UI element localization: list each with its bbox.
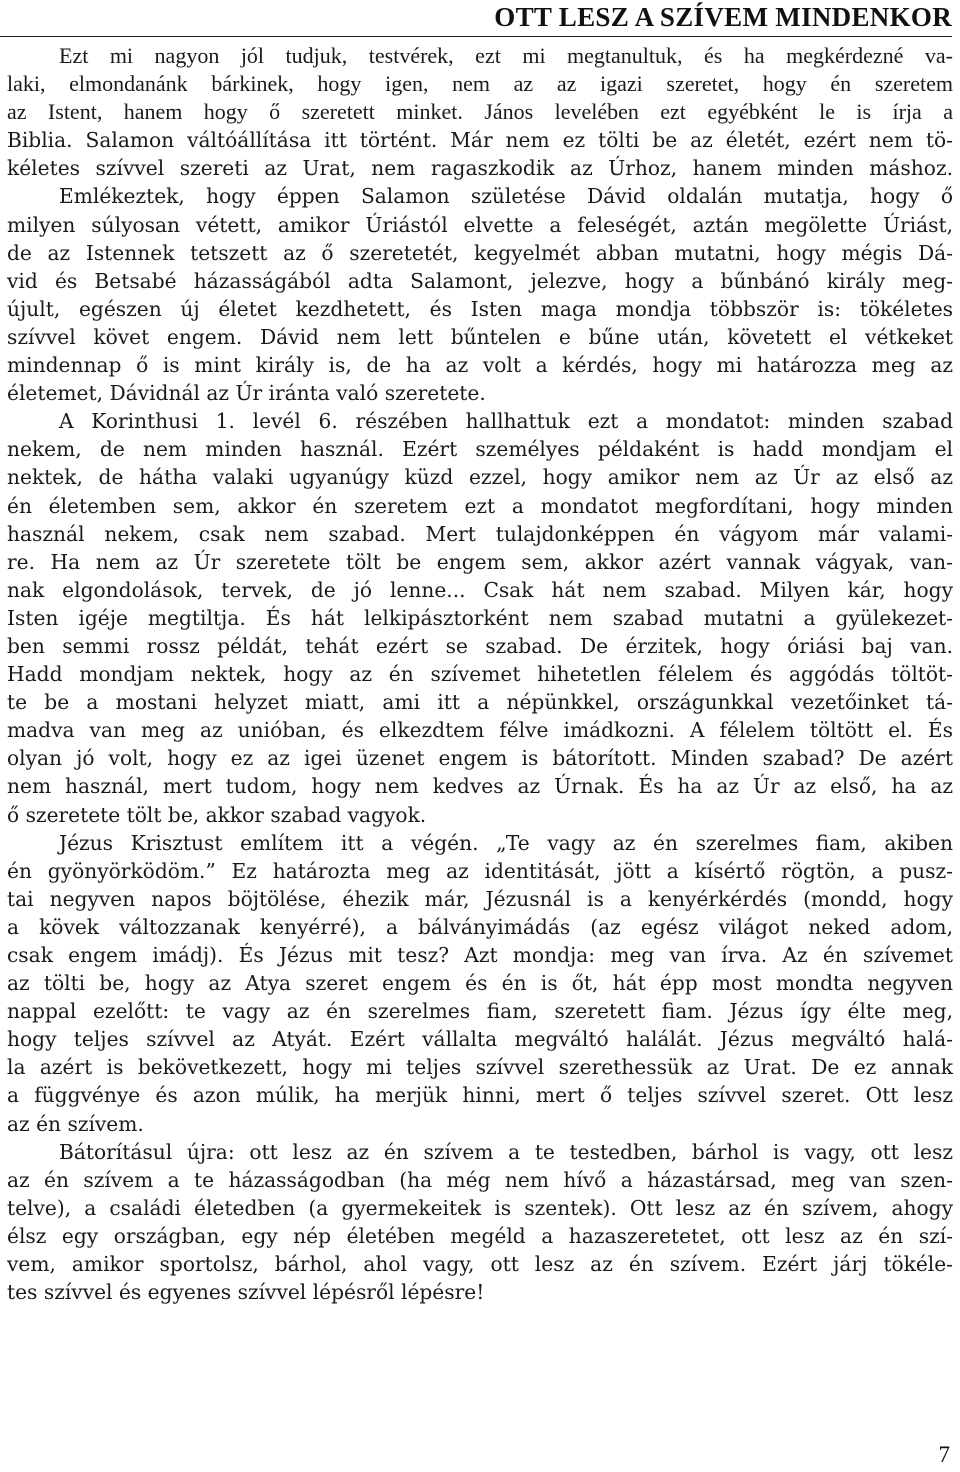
text-line: mindennap ő is mint király is, de ha az volt a kérdés, hogy mi határozza meg az [7, 353, 953, 378]
running-header-title: OTT LESZ A SZÍVEM MINDENKOR [494, 2, 952, 32]
text-line: re. Ha nem az Úr szeretete tölt be engem sem, akkor azért vannak vágyak, van- [7, 549, 953, 574]
text-line: használ nekem, csak nem szabad. Mert tulajdonképpen én vágyom már valami- [7, 521, 953, 546]
text-line: a kövek változzanak kenyérré), a bálványimádás (az egész világot neked adom, [7, 914, 953, 939]
text-line: nektek, de hátha valaki ugyanúgy küzd ezzel, hogy amikor nem az Úr az első az [7, 465, 953, 490]
text-line: én gyönyörködöm.” Ez határozta meg az identitását, jött a kísértő rögtön, a pusz- [7, 858, 953, 883]
header-divider [0, 36, 952, 37]
text-line: Jézus Krisztust említem itt a végén. „Te vagy az én szerelmes fiam, akiben [59, 830, 953, 855]
text-line: vem, amikor sportolsz, bárhol, ahol vagy, ott lesz az én szívem. Ezért járj tökéle- [7, 1252, 953, 1277]
text-line: Ezt mi nagyon jól tudjuk, testvérek, ezt mi megtanultuk, és ha megkérdezné va- [59, 43, 953, 68]
text-line: telve), a családi életedben (a gyermekeitek is szentek). Ott lesz az én szívem, ahogy [7, 1195, 953, 1220]
text-line: a függvénye és azon múlik, ha merjük hinni, mert ő teljes szívvel szeret. Ott lesz [7, 1083, 953, 1108]
text-line: hogy teljes szívvel az Atyát. Ezért vállalta megváltó halálát. Jézus megváltó halá- [7, 1027, 953, 1052]
text-line: szívvel követ engem. Dávid nem lett bűntelen e bűne után, követett el vétkeket [7, 324, 953, 349]
text-line: Isten igéje megtiltja. És hát lelkipásztorként nem szabad mutatni a gyülekezet- [7, 605, 953, 630]
text-line: olyan jó volt, hogy ez az igei üzenet engem is bátorított. Minden szabad? De azért [7, 746, 953, 771]
text-line: te be a mostani helyzet miatt, ami itt a népünkkel, országunkkal vezetőinket tá- [7, 690, 953, 715]
text-line: ő szeretete tölt be, akkor szabad vagyok. [7, 802, 427, 827]
body-text [7, 42, 953, 1306]
text-line: én életemben sem, akkor én szeretem ezt a mondatot megfordítani, hogy minden [7, 493, 953, 518]
text-line: Bátorításul újra: ott lesz az én szívem a te testedben, bárhol is vagy, ott lesz [59, 1139, 953, 1164]
text-line: nappal ezelőtt: te vagy az én szerelmes fiam, szeretett fiam. Jézus így élte meg, [7, 999, 953, 1024]
text-line: Biblia. Salamon váltóállítása itt történt. Már nem ez tölti be az életét, ezért nem tö- [7, 128, 953, 153]
text-line: vid és Betsabé házasságából adta Salamont, jelezve, hogy a bűnbánó király meg- [7, 268, 953, 293]
text-line: az én szívem a te házasságodban (ha még nem hívő a házastársad, meg van szen- [7, 1167, 953, 1192]
text-line: nekem, de nem minden használ. Ezért személyes példaként is hadd mondjam el [7, 437, 953, 462]
text-line: ben semmi rossz példát, tehát ezért se szabad. De érzitek, hogy óriási baj van. [7, 633, 953, 658]
text-line: la azért is bekövetkezett, hogy mi teljes szívvel szerethessük az Urat. De ez annak [7, 1055, 953, 1080]
text-line: életemet, Dávidnál az Úr iránta való szeretete. [7, 381, 486, 406]
text-line: kéletes szívvel szereti az Urat, nem ragaszkodik az Úrhoz, hanem minden máshoz. [7, 156, 953, 181]
text-line: madva van meg az unióban, és elkezdtem félve imádkozni. A félelem töltött el. És [7, 718, 953, 743]
text-line: laki, elmondanánk bárkinek, hogy igen, nem az az igazi szeretet, hogy én szeretem [7, 71, 953, 97]
text-line: az én szívem. [7, 1111, 144, 1136]
text-line: az Istent, hanem hogy ő szeretett minket. János levelében ezt egyébként le is írja a [7, 99, 953, 125]
text-line: Hadd mondjam nektek, hogy az én szívemet hihetetlen félelem és aggódás töltöt- [7, 662, 953, 687]
text-line: milyen súlyosan vétett, amikor Úriástól elvette a feleségét, aztán megölette Úriást, [7, 212, 953, 237]
text-line: A Korinthusi 1. levél 6. részében hallhattuk ezt a mondatot: minden szabad [59, 409, 953, 434]
text-line: nem használ, mert tudom, hogy nem kedves az Úrnak. És ha az Úr az első, ha az [7, 774, 953, 799]
text-line: de az Istennek tetszett az ő szeretetét, kegyelmét abban mutatni, hogy mégis Dá- [7, 240, 953, 265]
page-number: 7 [938, 1442, 950, 1467]
text-line: Emlékeztek, hogy éppen Salamon születése Dávid oldalán mutatja, hogy ő [59, 184, 953, 209]
text-line: az tölti be, hogy az Atya szeret engem és én is őt, hát épp most mondta negyven [7, 971, 953, 996]
text-line: újult, egészen új életet kezdhetett, és Isten maga mondja többször is: tökéletes [7, 296, 953, 321]
text-line: csak engem imádj). És Jézus mit tesz? Azt mondja: meg van írva. Az én szívemet [7, 943, 953, 967]
text-line: élsz egy országban, egy nép életében megéld a hazaszeretetet, ott lesz az én szí- [7, 1223, 953, 1248]
text-line: nak elgondolások, tervek, de jó lenne... Csak hát nem szabad. Milyen kár, hogy [7, 577, 953, 602]
text-line: tes szívvel és egyenes szívvel lépésről lépésre! [7, 1280, 485, 1305]
text-line: tai negyven napos böjtölése, éhezik már, Jézusnál is a kenyérkérdés (mondd, hogy [7, 886, 953, 911]
